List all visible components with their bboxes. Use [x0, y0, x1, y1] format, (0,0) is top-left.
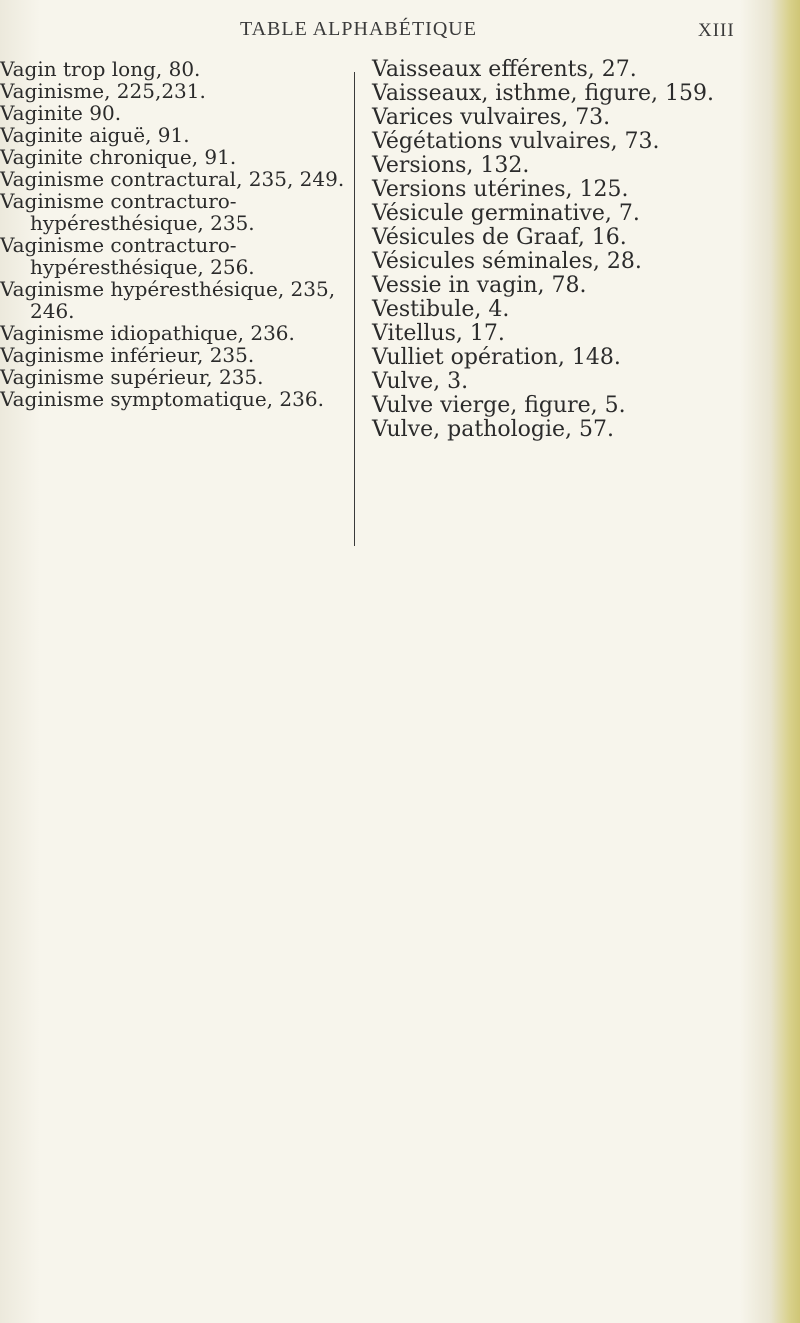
page-number: XIII — [698, 20, 735, 41]
index-entry: Varices vulvaires, 73. — [372, 105, 611, 130]
index-entry: Vaginite aiguë, 91. — [0, 123, 190, 147]
header-title: TABLE ALPHABÉTIQUE — [240, 18, 477, 40]
index-entry: Vaisseaux, isthme, figure, 159. — [372, 81, 714, 106]
index-entry: Vitellus, 17. — [372, 321, 505, 346]
index-entry: Végétations vulvaires, 73. — [372, 129, 660, 154]
index-entry: Vaisseaux efférents, 27. — [372, 57, 637, 82]
column-divider — [354, 72, 355, 546]
running-header — [240, 18, 735, 41]
index-entry: Vésicule germinative, 7. — [372, 201, 640, 226]
index-entry: Vaginite 90. — [0, 101, 122, 125]
index-entry: Vulve, pathologie, 57. — [372, 417, 614, 442]
index-entry: Versions utérines, 125. — [372, 177, 629, 202]
index-entry: Vaginisme contracturo-hypéresthésique, 256. — [0, 233, 255, 279]
index-entry: Versions, 132. — [372, 153, 530, 178]
index-entry: Vulve vierge, figure, 5. — [372, 393, 626, 418]
index-entry: Vaginisme idiopathique, 236. — [0, 321, 295, 345]
index-entry: Vessie in vagin, 78. — [372, 273, 587, 298]
index-entry: Vaginisme, 225,231. — [0, 79, 206, 103]
index-column-right — [372, 58, 742, 442]
index-entry: Vagin trop long, 80. — [0, 57, 201, 81]
index-column-left — [0, 58, 345, 410]
index-entry: Vésicules de Graaf, 16. — [372, 225, 627, 250]
index-entry: Vulliet opération, 148. — [372, 345, 621, 370]
index-entry: Vaginisme supérieur, 235. — [0, 365, 264, 389]
index-entry: Vaginisme inférieur, 235. — [0, 343, 255, 367]
index-entry: Vaginisme symptomatique, 236. — [0, 387, 324, 411]
index-entry: Vaginisme contracturo-hypéresthésique, 235. — [0, 189, 255, 235]
index-entry: Vaginisme hypéresthésique, 235, 246. — [0, 277, 336, 323]
index-entry: Vulve, 3. — [372, 369, 469, 394]
index-entry: Vestibule, 4. — [372, 297, 510, 322]
index-entry: Vaginisme contractural, 235, 249. — [0, 167, 345, 191]
index-entry: Vésicules séminales, 28. — [372, 249, 642, 274]
index-entry: Vaginite chronique, 91. — [0, 145, 237, 169]
